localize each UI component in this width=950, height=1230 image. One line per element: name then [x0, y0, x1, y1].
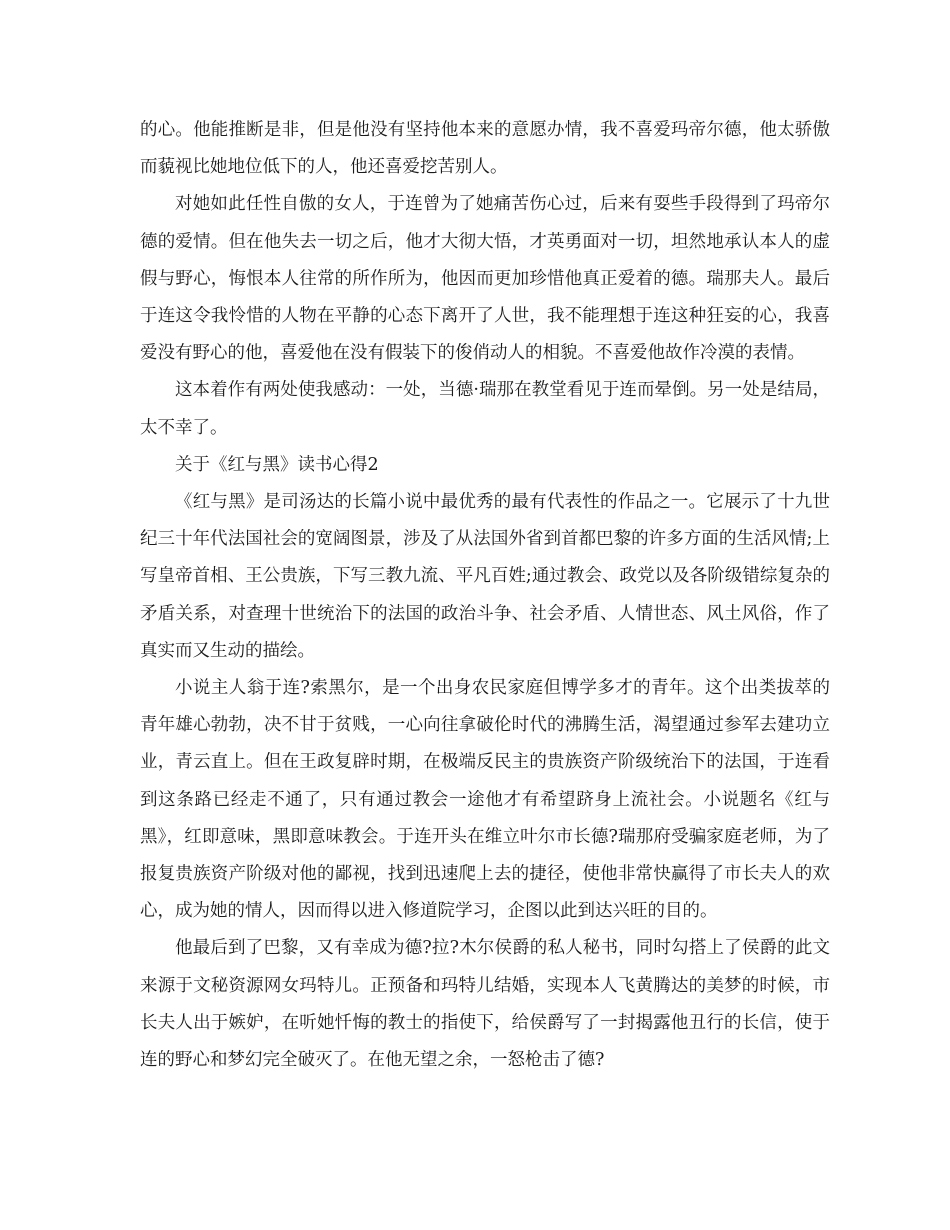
section-heading: 关于《红与黑》读书心得2 [175, 454, 379, 475]
paragraph: 这本着作有两处使我感动：一处，当德·瑞那在教堂看见于连而晕倒。另一处是结局，太不幸了。 [140, 380, 830, 438]
paragraph: 《红与黑》是司汤达的长篇小说中最优秀的最有代表性的作品之一。它展示了十九世纪三十年代法国社会的宽阔图景，涉及了从法国外省到首都巴黎的许多方面的生活风情;上写皇帝首相、王公贵族，下写三教九流、平凡百姓;通过教会、政党以及各阶级错综复杂的矛盾关系，对查理十世统治下的法国的政治斗争、社会矛盾、人情世态、风土风俗，作了真实而又生动的描绘。 [140, 492, 830, 661]
paragraph: 他最后到了巴黎，又有幸成为德?拉?木尔侯爵的私人秘书，同时勾搭上了侯爵的此文来源于文秘资源网女玛特儿。正预备和玛特儿结婚，实现本人飞黄腾达的美梦的时候，市长夫人出于嫉妒，在听她忏悔的教士的指使下，给侯爵写了一封揭露他丑行的长信，使于连的野心和梦幻完全破灭了。在他无望之余，一怒枪击了德? [140, 938, 830, 1071]
paragraph-continuation: 的心。他能推断是非，但是他没有坚持他本来的意愿办情，我不喜爱玛帝尔德，他太骄傲而藐视比她地位低下的人，他还喜爱挖苦别人。 [140, 120, 830, 178]
paragraph: 对她如此任性自傲的女人，于连曾为了她痛苦伤心过，后来有耍些手段得到了玛帝尔德的爱情。但在他失去一切之后，他才大彻大悟，才英勇面对一切，坦然地承认本人的虚假与野心，悔恨本人往常的所作所为，他因而更加珍惜他真正爱着的德。瑞那夫人。最后于连这令我怜惜的人物在平静的心态下离开了人世，我不能理想于连这种狂妄的心，我喜爱没有野心的他，喜爱他在没有假装下的俊俏动人的相貌。不喜爱他故作冷漠的表情。 [140, 194, 830, 364]
document-body [140, 112, 830, 1079]
paragraph: 小说主人翁于连?索黑尔，是一个出身农民家庭但博学多才的青年。这个出类拔萃的青年雄心勃勃，决不甘于贫贱，一心向往拿破伦时代的沸腾生活，渴望通过参军去建功立业，青云直上。但在王政复辟时期，在极端反民主的贵族资产阶级统治下的法国，于连看到这条路已经走不通了，只有通过教会一途他才有希望跻身上流社会。小说题名《红与黑》，红即意味，黑即意味教会。于连开头在维立叶尔市长德?瑞那府受骗家庭老师，为了报复贵族资产阶级对他的鄙视，找到迅速爬上去的捷径，使他非常快赢得了市长夫人的欢心，成为她的情人，因而得以进入修道院学习，企图以此到达兴旺的目的。 [140, 678, 830, 922]
